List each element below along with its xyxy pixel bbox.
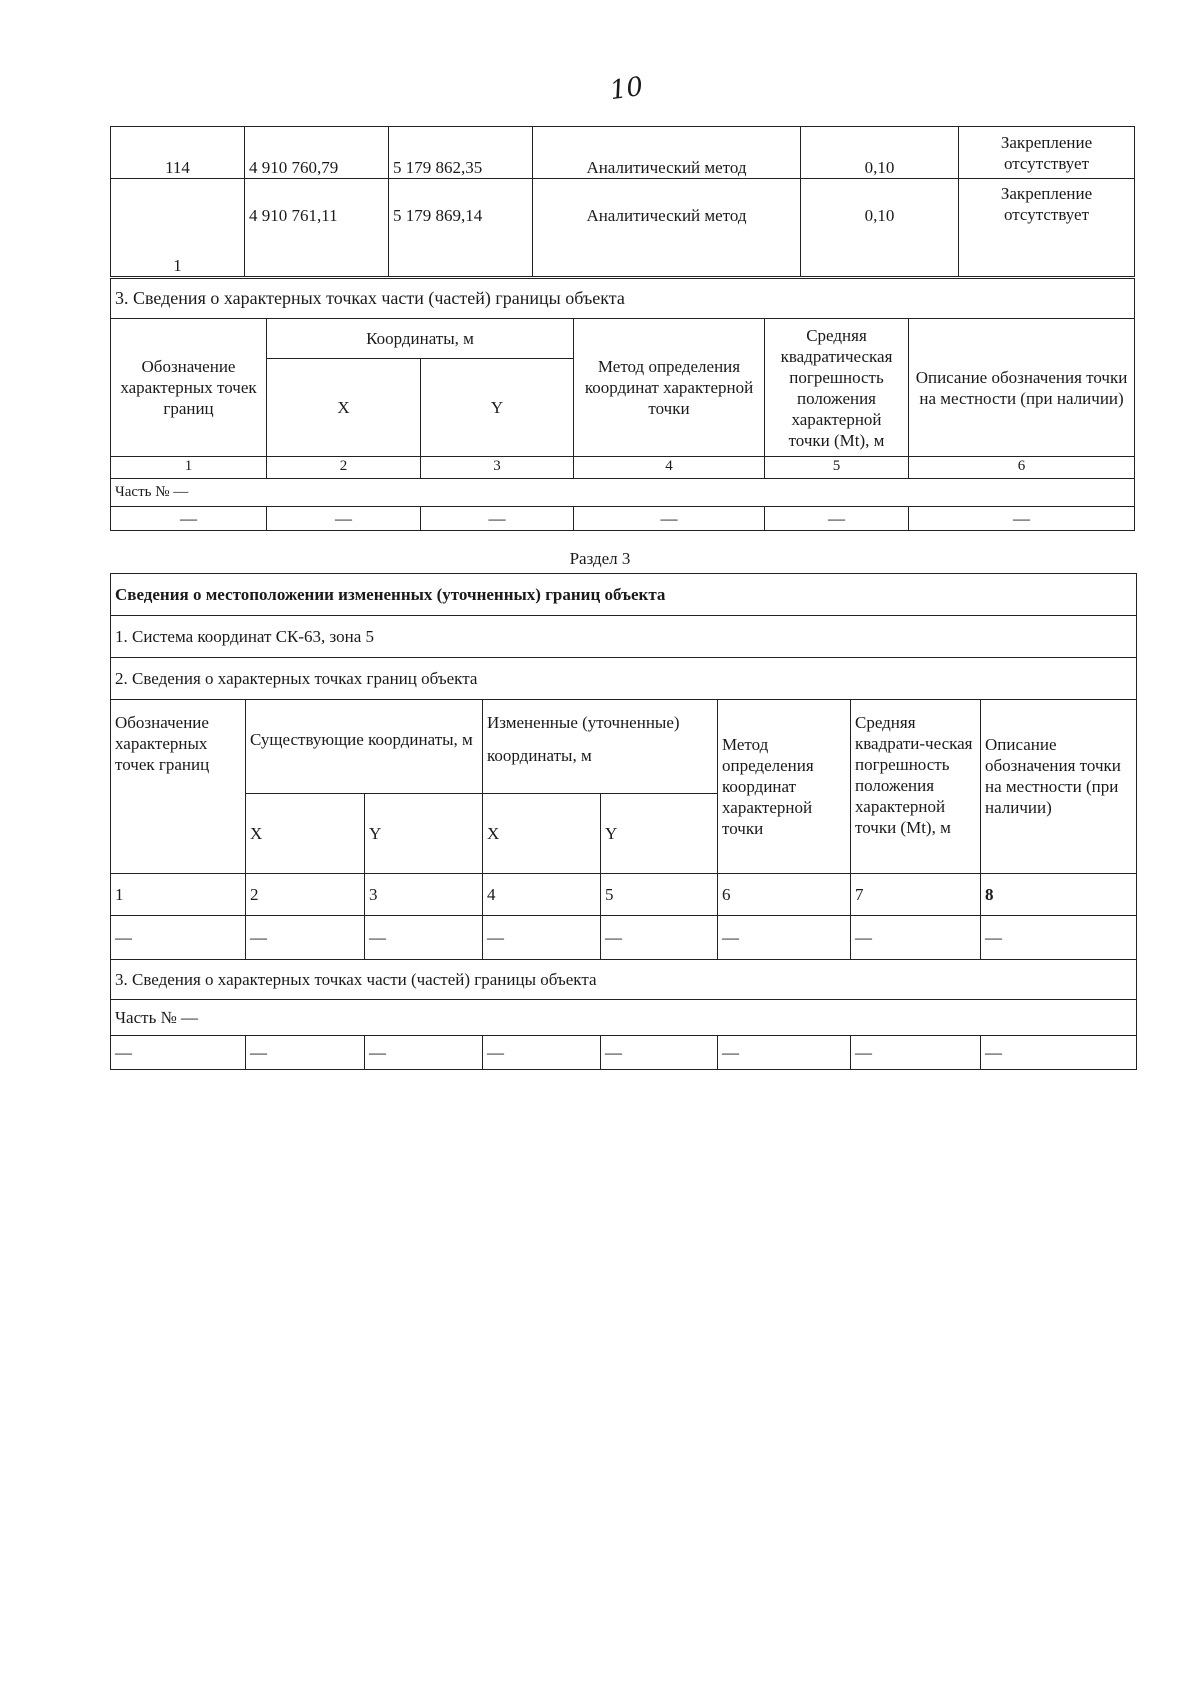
empty-cell: — <box>765 507 909 531</box>
header-mt: Средняя квадрати-ческая погрешность положения характерной точки (Mt), м <box>851 700 981 874</box>
changed-boundaries-table <box>110 573 1137 1070</box>
header-coords: Координаты, м <box>267 319 574 359</box>
empty-cell: — <box>483 916 601 960</box>
point-description: Закрепление отсутствует <box>959 127 1135 179</box>
header-y-existing: Y <box>365 794 483 874</box>
empty-cell: — <box>246 916 365 960</box>
col-number: 3 <box>365 874 483 916</box>
col-number: 4 <box>483 874 601 916</box>
point-number: 114 <box>111 127 245 179</box>
point-number: 1 <box>111 179 245 277</box>
header-x-changed: X <box>483 794 601 874</box>
part-section-title: 3. Сведения о характерных точках части (частей) границы объекта <box>111 960 1137 1000</box>
header-method: Метод определения координат характерной точки <box>718 700 851 874</box>
empty-cell: — <box>909 507 1135 531</box>
header-mt: Средняя квадратическая погрешность положения характерной точки (Mt), м <box>765 319 909 457</box>
header-changed <box>483 700 718 794</box>
empty-cell: — <box>246 1036 365 1070</box>
empty-cell: — <box>601 1036 718 1070</box>
empty-cell: — <box>574 507 765 531</box>
header-existing: Существующие координаты, м <box>246 700 483 794</box>
empty-cell: — <box>718 916 851 960</box>
empty-cell: — <box>718 1036 851 1070</box>
table-row <box>111 127 1135 179</box>
col-number: 2 <box>246 874 365 916</box>
header-x-existing: X <box>246 794 365 874</box>
empty-cell: — <box>365 916 483 960</box>
empty-cell: — <box>981 1036 1137 1070</box>
empty-cell: — <box>111 1036 246 1070</box>
method: Аналитический метод <box>533 179 801 277</box>
col-number: 5 <box>601 874 718 916</box>
header-designation: Обозначение характерных точек границ <box>111 319 267 457</box>
empty-cell: — <box>851 916 981 960</box>
coord-y: 5 179 869,14 <box>389 179 533 277</box>
empty-cell: — <box>111 507 267 531</box>
razdel-heading: Сведения о местоположении измененных (уточненных) границ объекта <box>111 574 1137 616</box>
empty-cell: — <box>601 916 718 960</box>
part-points-table <box>110 278 1135 531</box>
table-row <box>111 1036 1137 1070</box>
column-numbers-row <box>111 457 1135 479</box>
razdel-title: Раздел 3 <box>569 549 631 568</box>
header-designation: Обозначение характерных точек границ <box>111 700 246 874</box>
part-label: Часть № — <box>111 1000 1137 1036</box>
empty-cell: — <box>981 916 1137 960</box>
part-label: Часть № — <box>111 479 1135 507</box>
coord-x: 4 910 761,11 <box>245 179 389 277</box>
col-number: 7 <box>851 874 981 916</box>
empty-cell: — <box>365 1036 483 1070</box>
header-changed-line2: координаты, м <box>487 746 592 765</box>
table-row <box>111 179 1135 277</box>
column-numbers-row <box>111 874 1137 916</box>
col-number: 5 <box>765 457 909 479</box>
accuracy-mt: 0,10 <box>801 179 959 277</box>
empty-cell: — <box>483 1036 601 1070</box>
header-description: Описание обозначения точки на местности (при наличии) <box>909 319 1135 457</box>
points-title: 2. Сведения о характерных точках границ объекта <box>111 658 1137 700</box>
header-description: Описание обозначения точки на местности (при наличии) <box>981 700 1137 874</box>
empty-cell: — <box>267 507 421 531</box>
section-title: 3. Сведения о характерных точках части (частей) границы объекта <box>111 279 1135 319</box>
col-number: 1 <box>111 874 246 916</box>
col-number: 1 <box>111 457 267 479</box>
coord-x: 4 910 760,79 <box>245 127 389 179</box>
header-y-changed: Y <box>601 794 718 874</box>
empty-cell: — <box>421 507 574 531</box>
table-row <box>111 507 1135 531</box>
header-method: Метод определения координат характерной точки <box>574 319 765 457</box>
header-x: X <box>267 359 421 457</box>
empty-cell: — <box>851 1036 981 1070</box>
col-number: 6 <box>718 874 851 916</box>
page-number: 10 <box>608 71 646 107</box>
empty-cell: — <box>111 916 246 960</box>
col-number: 8 <box>981 874 1137 916</box>
coord-y: 5 179 862,35 <box>389 127 533 179</box>
table-row <box>111 916 1137 960</box>
coordinate-system: 1. Система координат СК-63, зона 5 <box>111 616 1137 658</box>
coordinates-continuation-table <box>110 126 1135 277</box>
col-number: 6 <box>909 457 1135 479</box>
header-y: Y <box>421 359 574 457</box>
col-number: 4 <box>574 457 765 479</box>
col-number: 2 <box>267 457 421 479</box>
col-number: 3 <box>421 457 574 479</box>
point-description: Закрепление отсутствует <box>959 179 1135 277</box>
header-changed-line1: Измененные (уточненные) <box>487 713 680 732</box>
accuracy-mt: 0,10 <box>801 127 959 179</box>
method: Аналитический метод <box>533 127 801 179</box>
